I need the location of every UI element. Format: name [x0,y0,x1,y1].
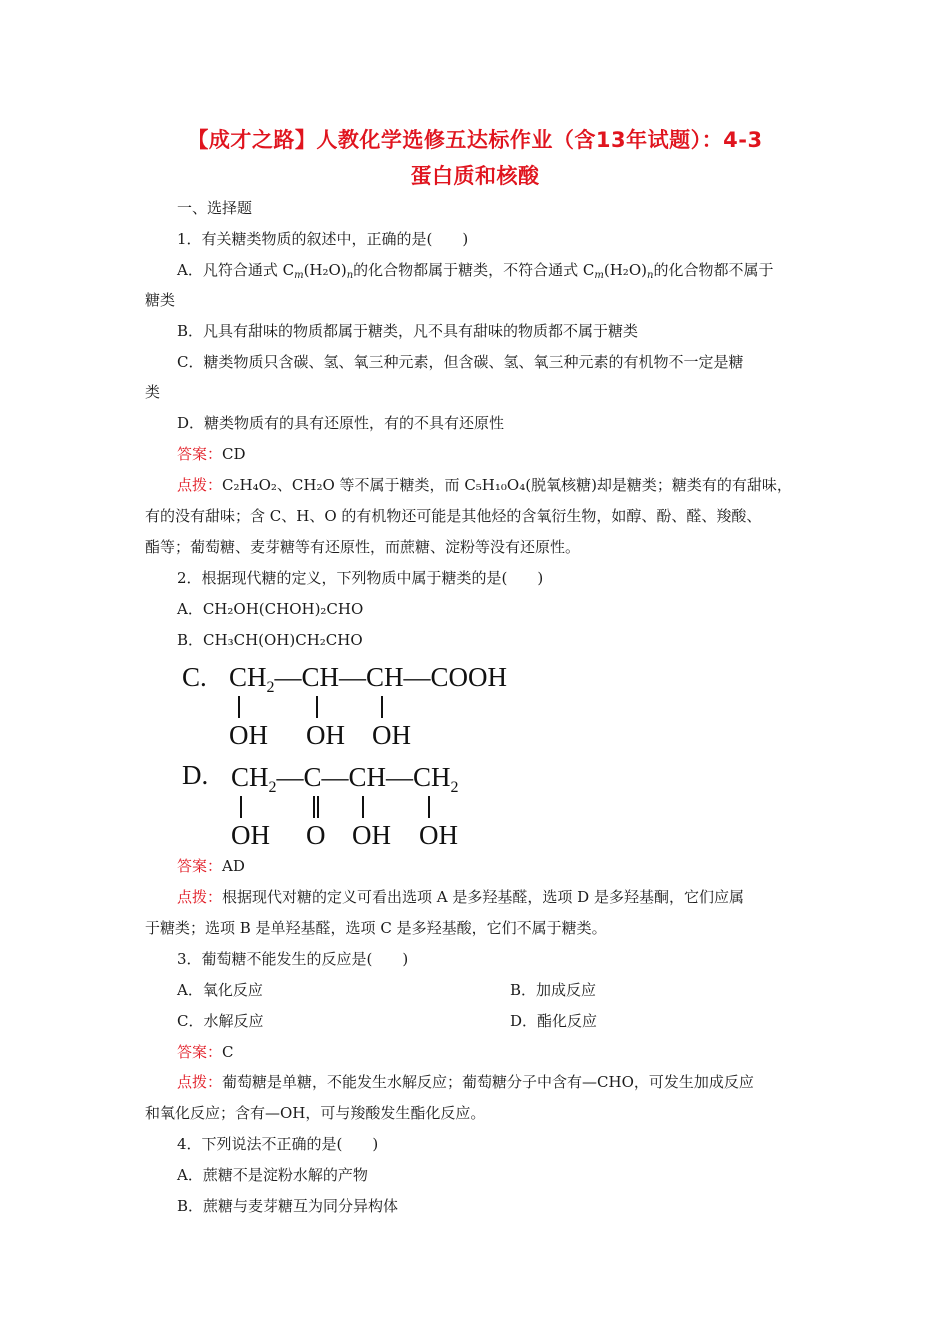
hint-label: 点拨： [177,1073,223,1091]
q2-stem: 2．根据现代糖的定义，下列物质中属于糖类的是( ) [177,569,544,587]
option-d-label: D. [182,760,209,790]
hint-label: 点拨： [177,888,223,906]
hydroxyl-group: OH [306,720,345,750]
q3-stem: 3．葡萄糖不能发生的反应是( ) [177,950,409,968]
option-c-label: C. [182,662,207,692]
q1-answer: 答案：CD [177,445,246,463]
hydroxyl-group: OH [352,820,391,850]
q4-option-b: B．蔗糖与麦芽糖互为同分异构体 [177,1197,399,1215]
hydroxyl-group: OH [229,720,268,750]
q3-option-a: A．氧化反应 [177,981,263,999]
carbonyl-oxygen: O [306,820,326,850]
q3-options-row-1 [177,980,842,1000]
q2-answer: 答案：AD [177,857,245,875]
q3-option-b: B．加成反应 [510,981,597,999]
bond-line [316,696,318,718]
hydroxyl-group: OH [231,820,270,850]
q1-option-b: B．凡具有甜味的物质都属于糖类，凡不具有甜味的物质都不属于糖类 [177,322,639,340]
q3-options-row-2 [177,1011,842,1031]
q1-hint-1: 点拨：C₂H₄O₂、CH₂O 等不属于糖类，而 C₅H₁₀O₄(脱氧核糖)却是糖类；糖类有的有甜味， [177,476,792,494]
hydroxyl-group: OH [419,820,458,850]
answer-label: 答案： [177,445,223,463]
bond-line [428,796,430,818]
q3-hint-2: 和氧化反应；含有—OH，可与羧酸发生酯化反应。 [145,1104,486,1122]
bond-line [238,696,240,718]
q2-option-a: A．CH₂OH(CHOH)₂CHO [177,600,364,618]
q3-hint-1: 点拨：葡萄糖是单糖，不能发生水解反应；葡萄糖分子中含有—CHO，可发生加成反应 [177,1073,754,1091]
option-c-formula: $CH_2—CH—CH—COOH$ [229,662,508,696]
bond-line [381,696,383,718]
answer-label: 答案： [177,1043,223,1061]
hint-label: 点拨： [177,476,223,494]
q2-hint-1: 点拨：根据现代对糖的定义可看出选项 A 是多羟基醛，选项 D 是多羟基酮，它们应属 [177,888,744,906]
q1-hint-3: 酯等；葡萄糖、麦芽糖等有还原性，而蔗糖、淀粉等没有还原性。 [145,538,581,556]
double-bond-line [313,796,319,818]
bond-line [362,796,364,818]
q1-option-d: D．糖类物质有的具有还原性，有的不具有还原性 [177,414,505,432]
q1-option-a-cont: 糖类 [145,291,176,309]
q3-answer: 答案：C [177,1043,234,1061]
q3-option-c: C．水解反应 [177,1012,264,1030]
q2-hint-2: 于糖类；选项 B 是单羟基醛，选项 C 是多羟基酸，它们不属于糖类。 [145,919,607,937]
q1-option-a: A．凡符合通式 $C_m(H_2O)_n$的化合物都属于糖类，不符合通式 $C_m(H_2O)_n$的化合物都不属于 [177,261,774,281]
q1-hint-2: 有的没有甜味；含 C、H、O 的有机物还可能是其他烃的含氧衍生物，如醇、酚、醛、羧酸、 [145,507,762,525]
q2-option-c-structure [182,662,542,752]
q1-stem: 1．有关糖类物质的叙述中，正确的是( ) [177,230,469,248]
q2-option-b: B．CH₃CH(OH)CH₂CHO [177,631,363,649]
section-heading: 一、选择题 [177,199,253,217]
q1-option-c-cont: 类 [145,383,161,401]
document-title-line-1: 【成才之路】人教化学选修五达标作业（含13年试题）：4-3 [187,128,763,152]
q1-option-c: C．糖类物质只含碳、氢、氧三种元素，但含碳、氢、氧三种元素的有机物不一定是糖 [177,353,744,371]
document-title-line-2: 蛋白质和核酸 [410,164,540,188]
option-d-formula: $CH_2—C—CH—CH_2$ [231,762,459,796]
q4-option-a: A．蔗糖不是淀粉水解的产物 [177,1166,368,1184]
hydroxyl-group: OH [372,720,411,750]
bond-line [240,796,242,818]
q4-stem: 4．下列说法不正确的是( ) [177,1135,379,1153]
q3-option-d: D．酯化反应 [510,1012,598,1030]
q2-option-d-structure [182,760,502,852]
answer-label: 答案： [177,857,223,875]
